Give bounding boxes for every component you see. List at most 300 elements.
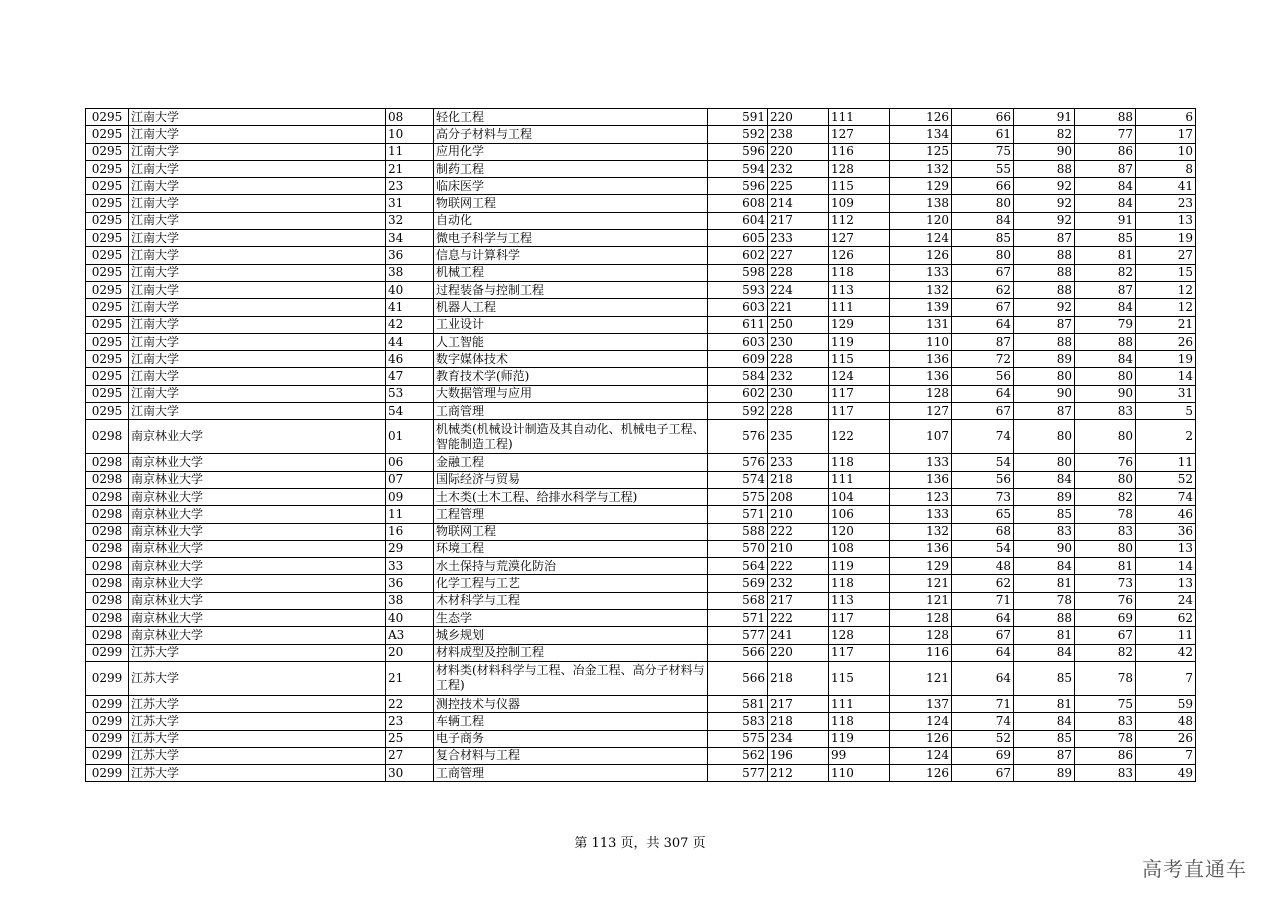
school-name-cell: 江南大学 [129, 281, 386, 298]
score-col-3-cell: 119 [829, 333, 890, 350]
table-row [86, 627, 1196, 644]
school-code-cell: 0295 [86, 143, 129, 160]
school-name-cell: 南京林业大学 [129, 454, 386, 471]
score-col-7-cell: 86 [1075, 747, 1136, 764]
major-name-cell: 机械工程 [434, 264, 708, 281]
score-col-6-cell: 78 [1014, 592, 1075, 609]
score-col-5-cell: 64 [952, 661, 1014, 695]
score-col-5-cell: 54 [952, 454, 1014, 471]
score-col-5-cell: 62 [952, 575, 1014, 592]
school-name-cell: 江南大学 [129, 299, 386, 316]
score-total-cell: 575 [708, 730, 768, 747]
score-col-6-cell: 88 [1014, 610, 1075, 627]
school-code-cell: 0295 [86, 264, 129, 281]
score-col-4-cell: 116 [890, 644, 952, 661]
score-col-2-cell: 232 [768, 160, 829, 177]
major-code-cell: 38 [386, 592, 434, 609]
major-code-cell: 16 [386, 523, 434, 540]
score-col-5-cell: 68 [952, 523, 1014, 540]
school-code-cell: 0298 [86, 627, 129, 644]
score-col-3-cell: 117 [829, 610, 890, 627]
table-row [86, 592, 1196, 609]
major-name-cell: 材料成型及控制工程 [434, 644, 708, 661]
score-total-cell: 592 [708, 403, 768, 420]
score-col-8-cell: 11 [1136, 454, 1196, 471]
score-col-4-cell: 132 [890, 523, 952, 540]
score-total-cell: 581 [708, 695, 768, 712]
score-col-5-cell: 48 [952, 558, 1014, 575]
score-col-5-cell: 74 [952, 713, 1014, 730]
score-col-5-cell: 71 [952, 592, 1014, 609]
score-col-5-cell: 80 [952, 195, 1014, 212]
school-code-cell: 0295 [86, 212, 129, 229]
score-col-7-cell: 83 [1075, 523, 1136, 540]
page-number-footer: 第 113 页，共 307 页 [574, 836, 706, 851]
score-col-4-cell: 134 [890, 126, 952, 143]
score-col-7-cell: 83 [1075, 403, 1136, 420]
major-code-cell: A3 [386, 627, 434, 644]
school-name-cell: 江南大学 [129, 178, 386, 195]
score-col-7-cell: 91 [1075, 212, 1136, 229]
major-code-cell: 27 [386, 747, 434, 764]
score-col-3-cell: 111 [829, 299, 890, 316]
score-col-5-cell: 64 [952, 316, 1014, 333]
major-code-cell: 07 [386, 471, 434, 488]
table-row [86, 765, 1196, 782]
score-col-5-cell: 73 [952, 488, 1014, 505]
score-col-8-cell: 21 [1136, 316, 1196, 333]
score-col-3-cell: 113 [829, 592, 890, 609]
table-row [86, 695, 1196, 712]
score-col-3-cell: 118 [829, 454, 890, 471]
score-col-6-cell: 87 [1014, 230, 1075, 247]
table-row [86, 299, 1196, 316]
score-total-cell: 594 [708, 160, 768, 177]
school-name-cell: 南京林业大学 [129, 506, 386, 523]
score-col-4-cell: 126 [890, 247, 952, 264]
major-code-cell: 40 [386, 281, 434, 298]
score-col-6-cell: 88 [1014, 264, 1075, 281]
score-col-4-cell: 139 [890, 299, 952, 316]
major-name-cell: 环境工程 [434, 540, 708, 557]
score-total-cell: 588 [708, 523, 768, 540]
school-code-cell: 0295 [86, 316, 129, 333]
score-col-8-cell: 24 [1136, 592, 1196, 609]
table-row [86, 178, 1196, 195]
score-col-4-cell: 129 [890, 178, 952, 195]
score-col-7-cell: 82 [1075, 264, 1136, 281]
school-name-cell: 江南大学 [129, 230, 386, 247]
major-code-cell: 22 [386, 695, 434, 712]
score-col-6-cell: 92 [1014, 299, 1075, 316]
score-col-8-cell: 14 [1136, 558, 1196, 575]
score-col-5-cell: 75 [952, 143, 1014, 160]
score-col-2-cell: 222 [768, 558, 829, 575]
major-code-cell: 40 [386, 610, 434, 627]
score-col-5-cell: 56 [952, 471, 1014, 488]
score-col-2-cell: 227 [768, 247, 829, 264]
table-row [86, 333, 1196, 350]
score-col-7-cell: 90 [1075, 385, 1136, 402]
score-col-6-cell: 89 [1014, 765, 1075, 782]
score-col-8-cell: 41 [1136, 178, 1196, 195]
major-name-cell: 物联网工程 [434, 195, 708, 212]
major-name-cell: 数字媒体技术 [434, 351, 708, 368]
score-col-3-cell: 112 [829, 212, 890, 229]
major-code-cell: 29 [386, 540, 434, 557]
score-total-cell: 571 [708, 506, 768, 523]
school-code-cell: 0295 [86, 281, 129, 298]
score-col-5-cell: 80 [952, 247, 1014, 264]
score-total-cell: 564 [708, 558, 768, 575]
score-total-cell: 577 [708, 765, 768, 782]
score-col-4-cell: 126 [890, 109, 952, 126]
major-name-cell: 国际经济与贸易 [434, 471, 708, 488]
score-total-cell: 611 [708, 316, 768, 333]
table-row [86, 730, 1196, 747]
watermark: 高考直通车 [1142, 857, 1247, 881]
score-col-4-cell: 128 [890, 627, 952, 644]
score-col-7-cell: 77 [1075, 126, 1136, 143]
score-col-5-cell: 84 [952, 212, 1014, 229]
score-col-8-cell: 74 [1136, 488, 1196, 505]
score-col-3-cell: 127 [829, 230, 890, 247]
score-col-8-cell: 15 [1136, 264, 1196, 281]
score-col-2-cell: 217 [768, 592, 829, 609]
score-col-5-cell: 65 [952, 506, 1014, 523]
score-col-4-cell: 132 [890, 281, 952, 298]
score-col-4-cell: 123 [890, 488, 952, 505]
table-row [86, 230, 1196, 247]
score-col-6-cell: 92 [1014, 212, 1075, 229]
score-total-cell: 571 [708, 610, 768, 627]
score-col-2-cell: 214 [768, 195, 829, 212]
score-col-2-cell: 222 [768, 523, 829, 540]
score-col-2-cell: 221 [768, 299, 829, 316]
score-col-6-cell: 80 [1014, 368, 1075, 385]
school-code-cell: 0298 [86, 506, 129, 523]
score-col-7-cell: 73 [1075, 575, 1136, 592]
score-col-2-cell: 228 [768, 264, 829, 281]
school-name-cell: 江南大学 [129, 368, 386, 385]
score-col-7-cell: 80 [1075, 471, 1136, 488]
school-name-cell: 江苏大学 [129, 747, 386, 764]
score-col-5-cell: 67 [952, 765, 1014, 782]
school-name-cell: 江南大学 [129, 109, 386, 126]
major-name-cell: 土木类(土木工程、给排水科学与工程) [434, 488, 708, 505]
school-code-cell: 0295 [86, 299, 129, 316]
score-col-3-cell: 106 [829, 506, 890, 523]
score-total-cell: 583 [708, 713, 768, 730]
score-col-3-cell: 116 [829, 143, 890, 160]
score-total-cell: 562 [708, 747, 768, 764]
score-col-2-cell: 233 [768, 230, 829, 247]
score-col-3-cell: 108 [829, 540, 890, 557]
score-total-cell: 566 [708, 661, 768, 695]
major-name-cell: 工业设计 [434, 316, 708, 333]
score-col-5-cell: 67 [952, 264, 1014, 281]
score-col-5-cell: 67 [952, 403, 1014, 420]
score-col-8-cell: 19 [1136, 230, 1196, 247]
table-row [86, 558, 1196, 575]
major-name-cell: 材料类(材料科学与工程、冶金工程、高分子材料与工程) [434, 661, 708, 695]
school-code-cell: 0298 [86, 488, 129, 505]
score-col-8-cell: 5 [1136, 403, 1196, 420]
score-col-3-cell: 110 [829, 765, 890, 782]
major-code-cell: 36 [386, 575, 434, 592]
score-col-6-cell: 81 [1014, 575, 1075, 592]
score-col-4-cell: 121 [890, 661, 952, 695]
score-col-8-cell: 49 [1136, 765, 1196, 782]
table-row [86, 661, 1196, 695]
school-name-cell: 江南大学 [129, 333, 386, 350]
score-col-4-cell: 128 [890, 385, 952, 402]
major-name-cell: 化学工程与工艺 [434, 575, 708, 592]
score-col-8-cell: 7 [1136, 747, 1196, 764]
score-total-cell: 598 [708, 264, 768, 281]
major-code-cell: 34 [386, 230, 434, 247]
score-col-8-cell: 42 [1136, 644, 1196, 661]
major-code-cell: 53 [386, 385, 434, 402]
score-col-4-cell: 136 [890, 351, 952, 368]
score-col-6-cell: 92 [1014, 195, 1075, 212]
score-col-5-cell: 72 [952, 351, 1014, 368]
score-col-2-cell: 208 [768, 488, 829, 505]
score-col-5-cell: 54 [952, 540, 1014, 557]
major-code-cell: 42 [386, 316, 434, 333]
score-col-5-cell: 71 [952, 695, 1014, 712]
score-col-8-cell: 52 [1136, 471, 1196, 488]
score-col-8-cell: 7 [1136, 661, 1196, 695]
major-name-cell: 水土保持与荒漠化防治 [434, 558, 708, 575]
score-col-8-cell: 48 [1136, 713, 1196, 730]
table-row [86, 747, 1196, 764]
score-col-2-cell: 233 [768, 454, 829, 471]
score-col-3-cell: 120 [829, 523, 890, 540]
score-col-7-cell: 84 [1075, 178, 1136, 195]
score-col-4-cell: 136 [890, 368, 952, 385]
school-code-cell: 0298 [86, 523, 129, 540]
score-col-3-cell: 122 [829, 420, 890, 454]
score-col-8-cell: 11 [1136, 627, 1196, 644]
score-col-4-cell: 120 [890, 212, 952, 229]
score-col-6-cell: 83 [1014, 523, 1075, 540]
score-col-8-cell: 59 [1136, 695, 1196, 712]
score-col-6-cell: 81 [1014, 627, 1075, 644]
major-name-cell: 生态学 [434, 610, 708, 627]
table-row [86, 644, 1196, 661]
major-code-cell: 25 [386, 730, 434, 747]
score-col-6-cell: 84 [1014, 644, 1075, 661]
score-col-2-cell: 210 [768, 540, 829, 557]
school-code-cell: 0299 [86, 747, 129, 764]
score-col-4-cell: 138 [890, 195, 952, 212]
score-total-cell: 605 [708, 230, 768, 247]
table-row [86, 143, 1196, 160]
score-col-6-cell: 87 [1014, 403, 1075, 420]
table-row [86, 454, 1196, 471]
score-total-cell: 602 [708, 247, 768, 264]
major-name-cell: 高分子材料与工程 [434, 126, 708, 143]
score-col-8-cell: 13 [1136, 540, 1196, 557]
score-col-2-cell: 238 [768, 126, 829, 143]
major-code-cell: 31 [386, 195, 434, 212]
score-col-5-cell: 67 [952, 627, 1014, 644]
score-col-7-cell: 67 [1075, 627, 1136, 644]
school-name-cell: 南京林业大学 [129, 575, 386, 592]
score-col-4-cell: 133 [890, 454, 952, 471]
major-name-cell: 测控技术与仪器 [434, 695, 708, 712]
score-col-5-cell: 64 [952, 644, 1014, 661]
score-col-5-cell: 52 [952, 730, 1014, 747]
score-col-3-cell: 111 [829, 695, 890, 712]
score-col-8-cell: 10 [1136, 143, 1196, 160]
school-name-cell: 江南大学 [129, 143, 386, 160]
score-col-5-cell: 64 [952, 385, 1014, 402]
score-col-2-cell: 228 [768, 351, 829, 368]
school-code-cell: 0298 [86, 575, 129, 592]
score-col-2-cell: 241 [768, 627, 829, 644]
table-row [86, 195, 1196, 212]
score-col-2-cell: 217 [768, 695, 829, 712]
score-col-5-cell: 87 [952, 333, 1014, 350]
school-name-cell: 江南大学 [129, 195, 386, 212]
school-name-cell: 江苏大学 [129, 730, 386, 747]
table-row [86, 247, 1196, 264]
school-name-cell: 南京林业大学 [129, 471, 386, 488]
major-code-cell: 41 [386, 299, 434, 316]
score-total-cell: 566 [708, 644, 768, 661]
school-name-cell: 江南大学 [129, 316, 386, 333]
score-col-8-cell: 17 [1136, 126, 1196, 143]
major-name-cell: 微电子科学与工程 [434, 230, 708, 247]
major-code-cell: 32 [386, 212, 434, 229]
table-row [86, 351, 1196, 368]
major-code-cell: 36 [386, 247, 434, 264]
score-col-4-cell: 121 [890, 592, 952, 609]
school-code-cell: 0298 [86, 471, 129, 488]
score-col-4-cell: 133 [890, 264, 952, 281]
table-row [86, 368, 1196, 385]
school-code-cell: 0298 [86, 420, 129, 454]
score-total-cell: 570 [708, 540, 768, 557]
major-code-cell: 47 [386, 368, 434, 385]
major-code-cell: 38 [386, 264, 434, 281]
score-total-cell: 604 [708, 212, 768, 229]
score-col-5-cell: 66 [952, 109, 1014, 126]
score-col-6-cell: 89 [1014, 351, 1075, 368]
score-col-6-cell: 90 [1014, 540, 1075, 557]
score-col-7-cell: 87 [1075, 160, 1136, 177]
score-col-7-cell: 81 [1075, 247, 1136, 264]
school-name-cell: 江南大学 [129, 351, 386, 368]
score-col-6-cell: 87 [1014, 747, 1075, 764]
score-col-4-cell: 124 [890, 230, 952, 247]
score-total-cell: 596 [708, 143, 768, 160]
score-col-8-cell: 23 [1136, 195, 1196, 212]
score-col-7-cell: 84 [1075, 351, 1136, 368]
score-col-4-cell: 133 [890, 506, 952, 523]
school-code-cell: 0295 [86, 109, 129, 126]
score-col-8-cell: 26 [1136, 730, 1196, 747]
score-col-8-cell: 8 [1136, 160, 1196, 177]
score-col-5-cell: 56 [952, 368, 1014, 385]
score-col-3-cell: 119 [829, 558, 890, 575]
major-name-cell: 复合材料与工程 [434, 747, 708, 764]
major-name-cell: 电子商务 [434, 730, 708, 747]
score-col-8-cell: 62 [1136, 610, 1196, 627]
score-total-cell: 596 [708, 178, 768, 195]
score-col-2-cell: 225 [768, 178, 829, 195]
school-code-cell: 0295 [86, 247, 129, 264]
table-row [86, 281, 1196, 298]
score-col-6-cell: 80 [1014, 454, 1075, 471]
major-code-cell: 20 [386, 644, 434, 661]
score-col-6-cell: 88 [1014, 247, 1075, 264]
table-row [86, 109, 1196, 126]
score-col-2-cell: 232 [768, 368, 829, 385]
score-col-4-cell: 121 [890, 575, 952, 592]
major-name-cell: 物联网工程 [434, 523, 708, 540]
major-name-cell: 过程装备与控制工程 [434, 281, 708, 298]
school-name-cell: 江南大学 [129, 247, 386, 264]
major-code-cell: 11 [386, 506, 434, 523]
score-col-3-cell: 128 [829, 627, 890, 644]
major-name-cell: 制药工程 [434, 160, 708, 177]
major-code-cell: 08 [386, 109, 434, 126]
score-col-7-cell: 80 [1075, 420, 1136, 454]
school-name-cell: 江南大学 [129, 403, 386, 420]
major-name-cell: 机械类(机械设计制造及其自动化、机械电子工程、智能制造工程) [434, 420, 708, 454]
table-row [86, 385, 1196, 402]
score-col-3-cell: 118 [829, 264, 890, 281]
score-total-cell: 603 [708, 299, 768, 316]
score-col-8-cell: 14 [1136, 368, 1196, 385]
score-col-5-cell: 66 [952, 178, 1014, 195]
score-col-2-cell: 220 [768, 644, 829, 661]
score-col-5-cell: 61 [952, 126, 1014, 143]
score-col-3-cell: 127 [829, 126, 890, 143]
school-code-cell: 0298 [86, 558, 129, 575]
major-name-cell: 金融工程 [434, 454, 708, 471]
major-code-cell: 10 [386, 126, 434, 143]
school-code-cell: 0299 [86, 765, 129, 782]
score-col-7-cell: 76 [1075, 454, 1136, 471]
score-col-8-cell: 31 [1136, 385, 1196, 402]
score-col-5-cell: 64 [952, 610, 1014, 627]
school-name-cell: 南京林业大学 [129, 558, 386, 575]
score-col-8-cell: 36 [1136, 523, 1196, 540]
score-col-8-cell: 12 [1136, 299, 1196, 316]
score-total-cell: 574 [708, 471, 768, 488]
score-col-6-cell: 84 [1014, 471, 1075, 488]
score-col-8-cell: 13 [1136, 212, 1196, 229]
score-col-6-cell: 88 [1014, 281, 1075, 298]
score-total-cell: 584 [708, 368, 768, 385]
score-col-2-cell: 234 [768, 730, 829, 747]
major-code-cell: 44 [386, 333, 434, 350]
score-col-3-cell: 111 [829, 471, 890, 488]
score-col-6-cell: 84 [1014, 558, 1075, 575]
score-total-cell: 609 [708, 351, 768, 368]
score-col-4-cell: 124 [890, 713, 952, 730]
major-name-cell: 工程管理 [434, 506, 708, 523]
score-col-4-cell: 107 [890, 420, 952, 454]
major-code-cell: 30 [386, 765, 434, 782]
score-col-4-cell: 125 [890, 143, 952, 160]
school-name-cell: 南京林业大学 [129, 592, 386, 609]
table-row [86, 316, 1196, 333]
